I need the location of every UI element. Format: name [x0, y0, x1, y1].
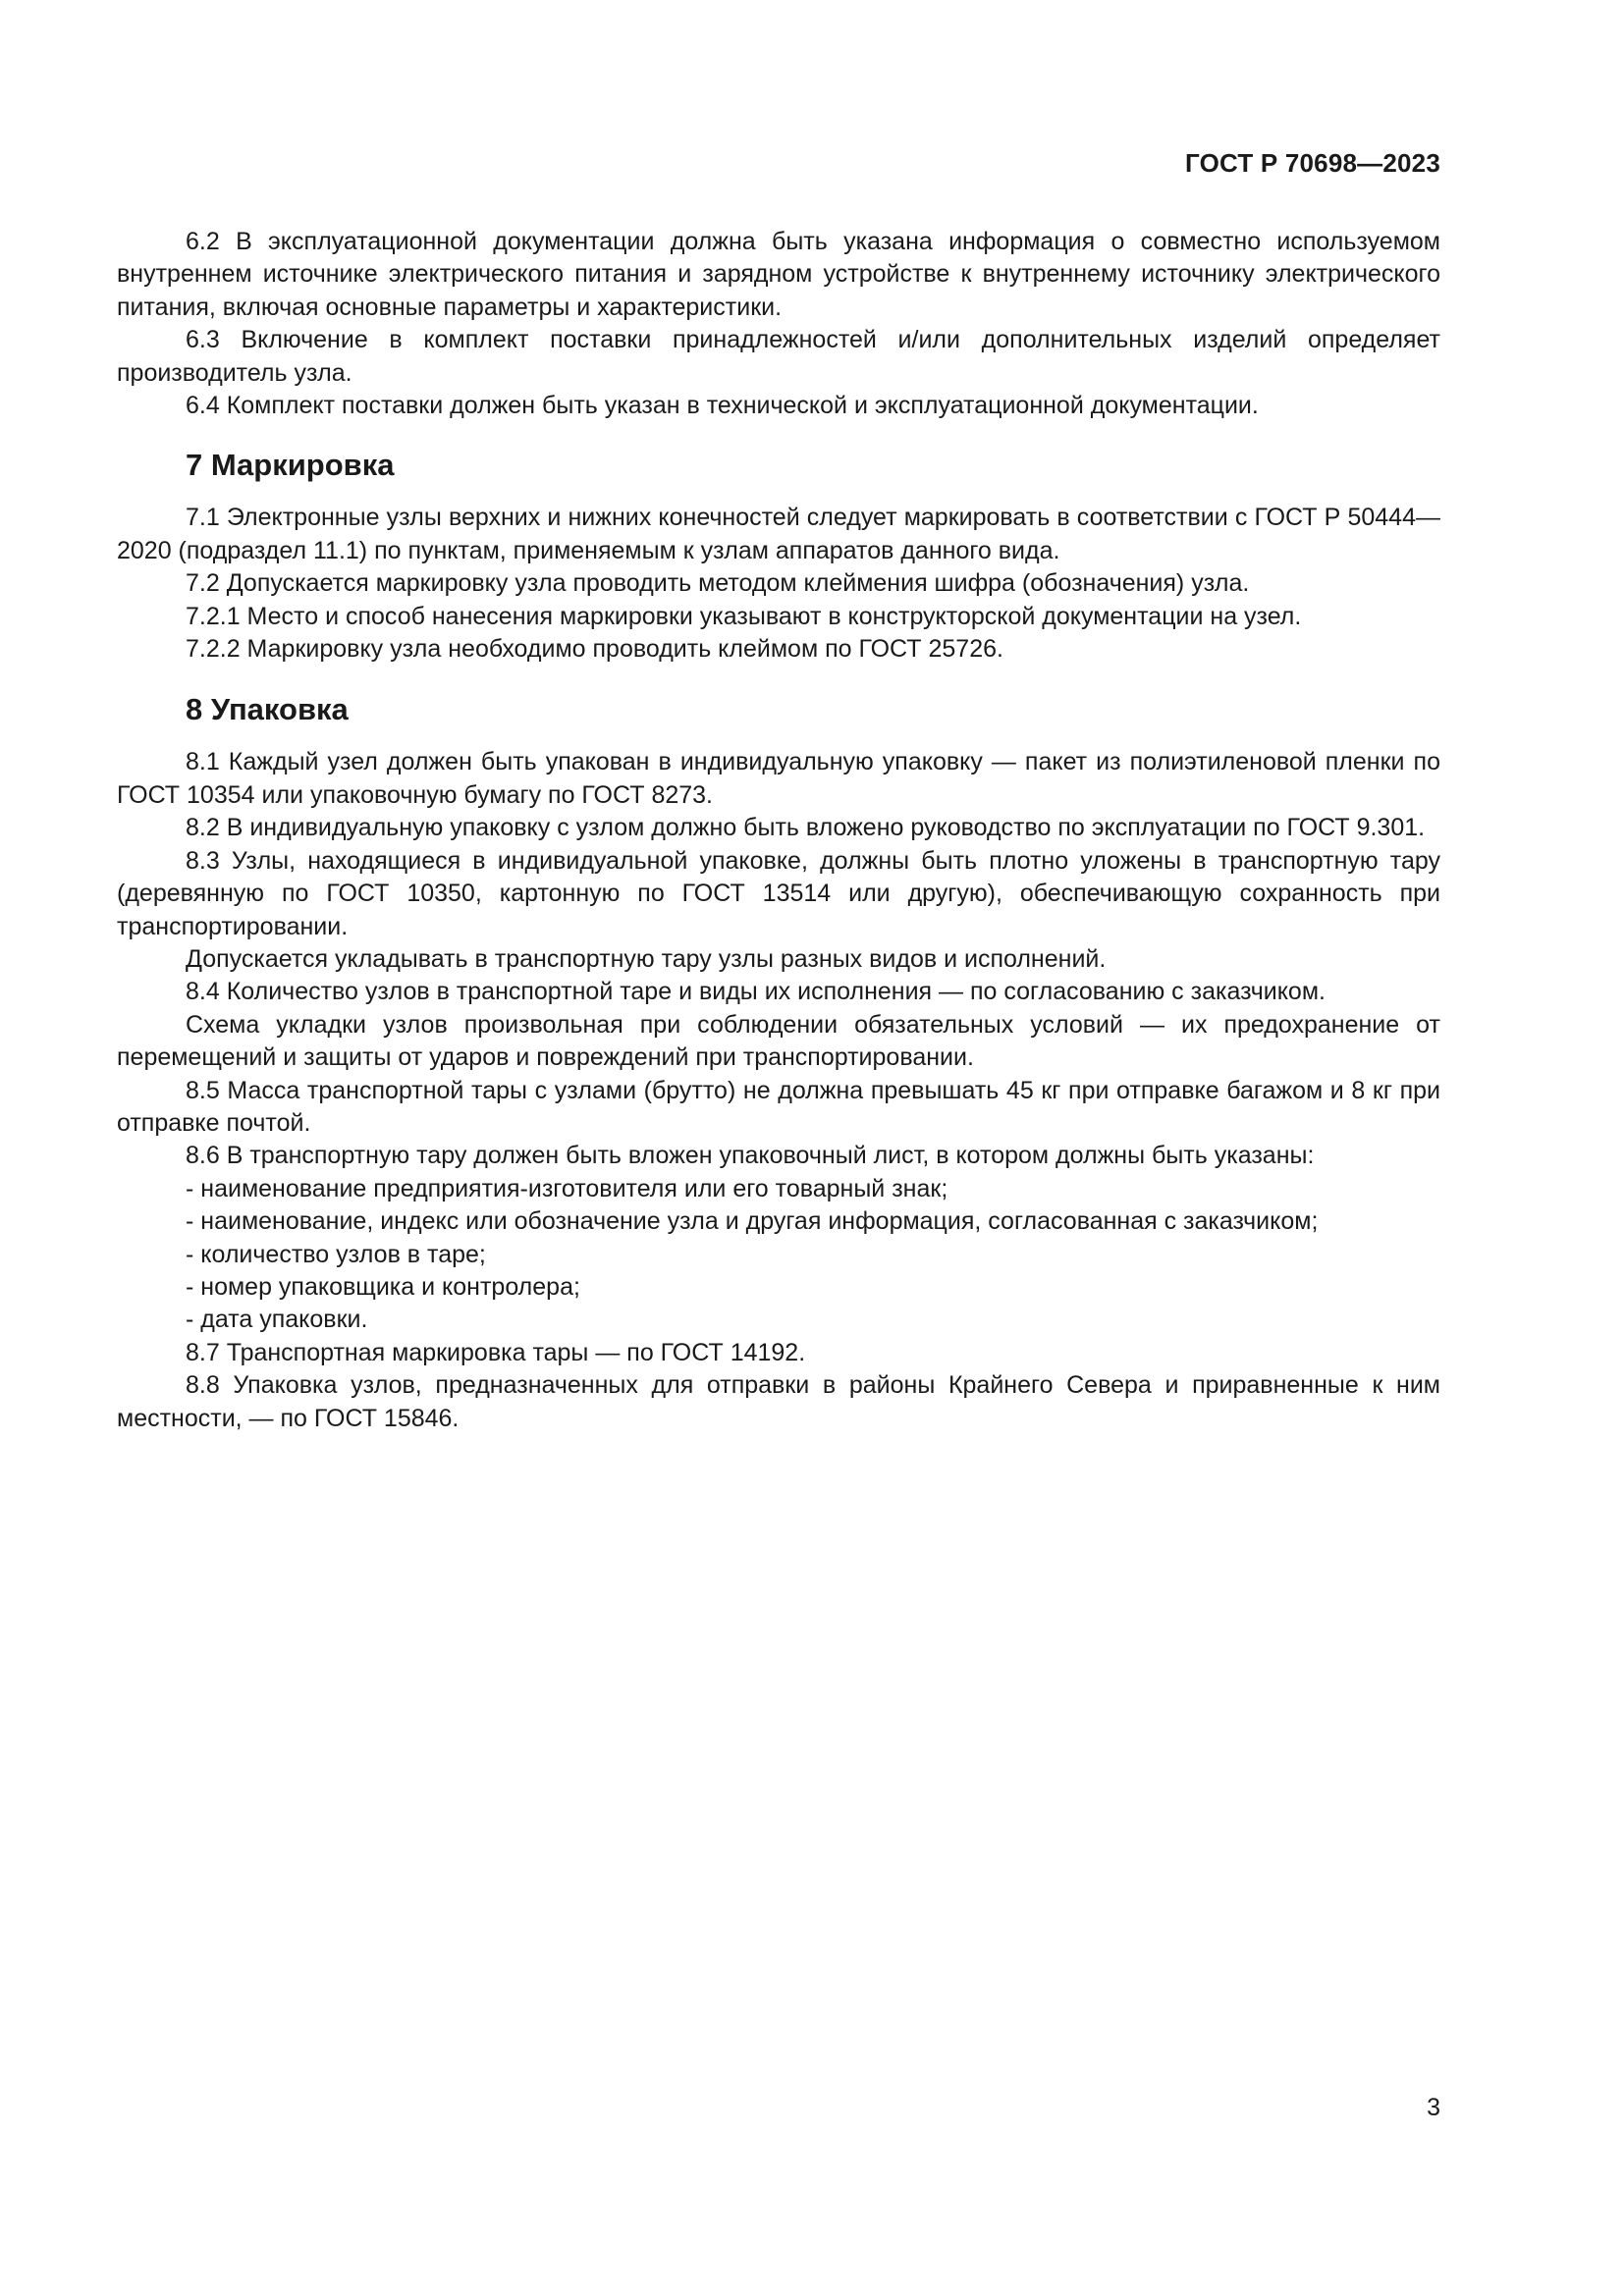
paragraph-8-1: 8.1 Каждый узел должен быть упакован в индивидуальную упаковку — пакет из полиэтиленовой пленки по ГОСТ 10354 или упаковочную бумагу по ГОСТ 8273. [117, 748, 1440, 809]
section-7 [117, 502, 1440, 666]
paragraph-7-2: 7.2 Допускается маркировку узла проводить методом клеймения шифра (обозначения) узла. [186, 569, 1250, 598]
list-item: - количество узлов в таре; [186, 1240, 486, 1268]
paragraph-8-3-note: Допускается укладывать в транспортную тару узлы разных видов и исполнений. [186, 944, 1107, 973]
paragraph-6-3: 6.3 Включение в комплект поставки принадлежностей и/или дополнительных изделий определяет производитель узла. [117, 326, 1440, 387]
list-item: - номер упаковщика и контролера; [186, 1272, 580, 1301]
list-item: - дата упаковки. [186, 1306, 368, 1334]
section-7-title: 7 Маркировка [186, 448, 395, 483]
paragraph-8-4: 8.4 Количество узлов в транспортной таре и виды их исполнения — по согласованию с заказчиком. [186, 978, 1326, 1006]
paragraph-7-2-1: 7.2.1 Место и способ нанесения маркировки указывают в конструкторской документации на узел. [186, 602, 1302, 630]
paragraph-8-8: 8.8 Упаковка узлов, предназначенных для отправки в районы Крайнего Севера и приравненные к ним местности, — по ГОСТ 15846. [117, 1371, 1440, 1432]
paragraph-7-2-2: 7.2.2 Маркировку узла необходимо проводить клеймом по ГОСТ 25726. [186, 635, 1003, 664]
packing-list-requirements [117, 1173, 1440, 1337]
list-item: - наименование, индекс или обозначение узла и другая информация, согласованная с заказчиком; [186, 1207, 1319, 1236]
page-number: 3 [1427, 2094, 1440, 2121]
paragraph-8-6: 8.6 В транспортную тару должен быть вложен упаковочный лист, в котором должны быть указаны: [186, 1142, 1315, 1170]
document-code: ГОСТ Р 70698—2023 [1185, 148, 1440, 178]
paragraph-8-7: 8.7 Транспортная маркировка тары — по ГОСТ 14192. [186, 1338, 806, 1366]
paragraph-7-1: 7.1 Электронные узлы верхних и нижних конечностей следует маркировать в соответствии с ГОСТ Р 50444—2020 (подраздел 11.1) по пунктам, применяемым к узлам аппаратов данного вида. [117, 504, 1440, 564]
section-8 [117, 746, 1440, 1435]
paragraph-8-4-note: Схема укладки узлов произвольная при соблюдении обязательных условий — их предохранение от перемещений и защиты от ударов и повреждений при транспортировании. [117, 1010, 1440, 1072]
paragraph-8-5: 8.5 Масса транспортной тары с узлами (брутто) не должна превышать 45 кг при отправке багажом и 8 кг при отправке почтой. [117, 1076, 1440, 1137]
paragraph-8-3: 8.3 Узлы, находящиеся в индивидуальной упаковке, должны быть плотно уложены в транспортную тару (деревянную по ГОСТ 10350, картонную по ГОСТ 13514 или другую), обеспечивающую сохранность при транспортировании. [117, 846, 1440, 940]
paragraph-6-4: 6.4 Комплект поставки должен быть указан в технической и эксплуатационной документации. [186, 392, 1259, 420]
paragraph-8-2: 8.2 В индивидуальную упаковку с узлом должно быть вложено руководство по эксплуатации по ГОСТ 9.301. [186, 814, 1426, 842]
list-item: - наименование предприятия-изготовителя или его товарный знак; [186, 1174, 948, 1202]
paragraph-6-2: 6.2 В эксплуатационной документации должна быть указана информация о совместно используемом внутреннем источнике электрического питания и зарядном устройстве к внутреннему источнику электрического питания, включая основные параметры и характеристики. [117, 228, 1440, 321]
page-content [117, 226, 1440, 1435]
section-8-title: 8 Упаковка [186, 692, 349, 727]
section-6 [117, 226, 1440, 422]
